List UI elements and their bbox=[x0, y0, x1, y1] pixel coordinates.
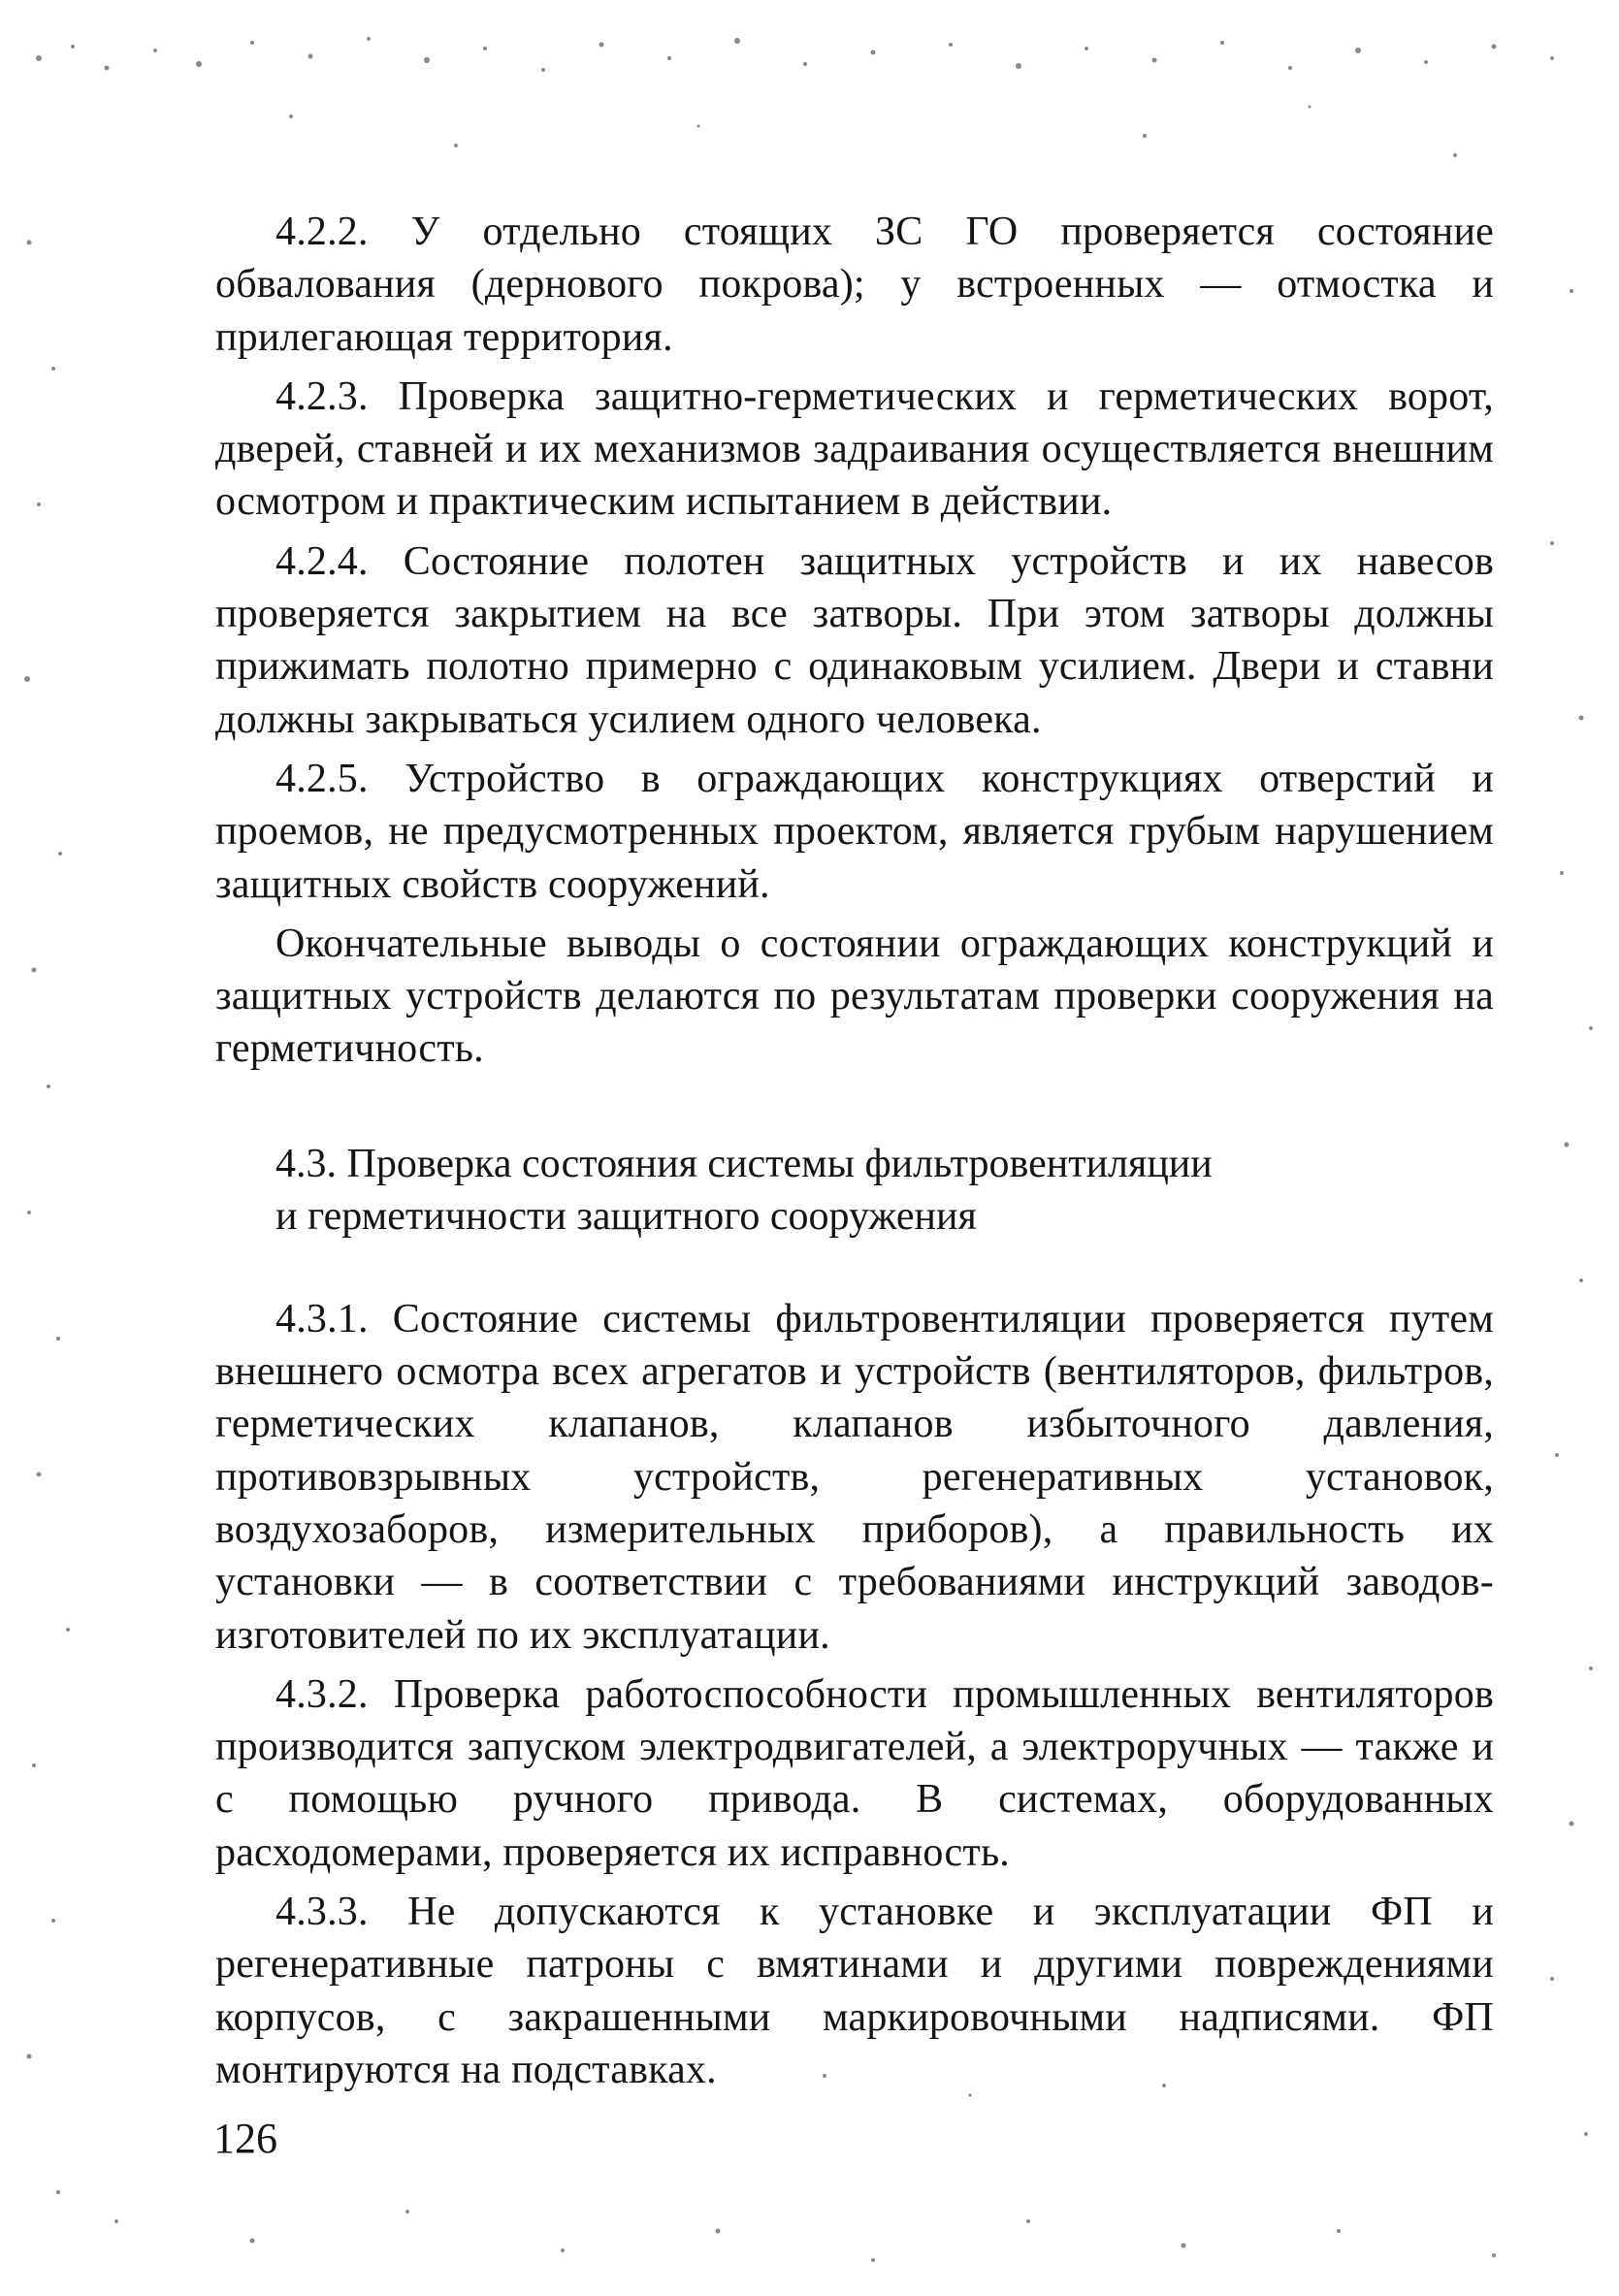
section-heading-line-1: 4.3. Проверка состояния системы фильтровентиляции bbox=[275, 1141, 1213, 1186]
paragraph-conclusion: Окончательные выводы о состоянии ограждающих конструкций и защитных устройств делаются по результатам проверки сооружения на герметичность. bbox=[215, 921, 1494, 1072]
paragraph-4-3-1: 4.3.1. Состояние системы фильтровентиляции проверяется путем внешнего осмотра всех агрегатов и устройств (вентиляторов, фильтров, герметических клапанов, клапанов избыточного давления, противовзрывных устройств, регенеративных установок, воздухозаборов, измерительных приборов), а правильность их установки — в соответствии с требованиями инструкций заводов-изготовителей по их эксплуатации. bbox=[215, 1296, 1494, 1658]
section-heading-line-2: и герметичности защитного сооружения bbox=[275, 1193, 977, 1239]
paragraph-4-2-4: 4.2.4. Состояние полотен защитных устройств и их навесов проверяется закрытием на все затворы. При этом затворы должны прижимать полотно примерно с одинаковым усилием. Двери и ставни должны закрываться усилием одного человека. bbox=[215, 538, 1494, 742]
main-text bbox=[215, 206, 1494, 2096]
section-spacer bbox=[215, 1243, 1494, 1293]
section-heading-4-3 bbox=[215, 1138, 1494, 1243]
paragraph-4-3-3: 4.3.3. Не допускаются к установке и эксплуатации ФП и регенеративные патроны с вмятинами и другими повреждениями корпусов, с закрашенными маркировочными надписями. ФП монтируются на подставках. bbox=[215, 1890, 1494, 2092]
page-number: 126 bbox=[213, 2115, 277, 2162]
paragraph-4-2-3: 4.2.3. Проверка защитно-герметических и герметических ворот, дверей, ставней и их механизмов задраивания осуществляется внешним осмотром и практическим испытанием в действии. bbox=[215, 373, 1494, 525]
paragraph-4-2-5: 4.2.5. Устройство в ограждающих конструкциях отверстий и проемов, не предусмотренных проектом, является грубым нарушением защитных свойств сооружений. bbox=[215, 756, 1494, 907]
paragraph-4-2-2: 4.2.2. У отдельно стоящих ЗС ГО проверяется состояние обвалования (дернового покрова); у встроенных — отмостка и прилегающая территория. bbox=[215, 210, 1494, 360]
paragraph-4-3-2: 4.3.2. Проверка работоспособности промышленных вентиляторов производится запуском электродвигателей, а электроручных — также и с помощью ручного привода. В системах, оборудованных расходомерами, проверяется их исправность. bbox=[215, 1671, 1494, 1875]
